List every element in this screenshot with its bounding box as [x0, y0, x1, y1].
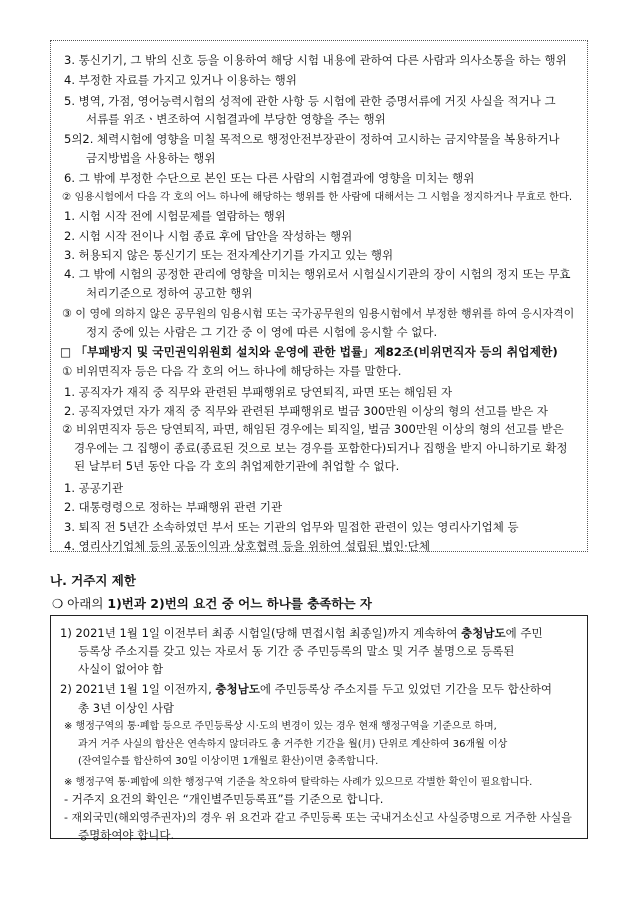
law-line: 정지 중에 있는 사람은 그 기간 중 이 영에 따른 시험에 응시할 수 없다. — [86, 325, 438, 340]
law-line: 1. 공공기관 — [64, 480, 124, 495]
dash-line: - 거주지 요건의 확인은 “개인별주민등록표”를 기준으로 합니다. — [64, 792, 384, 806]
law-line: 4. 영리사기업체 등의 공동이익과 상호협력 등을 위하여 설립된 법인·단체 — [64, 539, 431, 553]
note-line: 과거 거주 사실의 합산은 연속하지 않더라도 총 거주한 기간을 월(月) 단위로 계산하여 36개월 이상 — [78, 739, 508, 750]
law-line: 1. 공직자가 재직 중 직무와 관련된 부패행위로 당연퇴직, 파면 또는 해임된 자 — [64, 384, 453, 399]
dash-line: 증명하여야 합니다. — [78, 828, 175, 842]
law-line: 3. 통신기기, 그 밖의 신호 등을 이용하여 해당 시험 내용에 관하여 다른 사람과 의사소통을 하는 행위 — [64, 53, 567, 67]
law-line: 2. 대통령령으로 정하는 부패행위 관련 기관 — [64, 500, 283, 514]
law-line: 된 날부터 5년 동안 다음 각 호의 취업제한기관에 취업할 수 없다. — [74, 459, 400, 474]
note-line: ※ 행정구역의 통·폐합 등으로 주민등록상 시·도의 변경이 있는 경우 현재 행정구역을 기준으로 하며, — [64, 721, 497, 732]
law-line: ③ 이 영에 의하지 않은 공무원의 임용시험 또는 국가공무원의 임용시험에서 부정한 행위를 하여 응시자격이 — [62, 306, 575, 320]
law-heading: □ 「부패방지 및 국민권익위원회 설치와 운영에 관한 법률」제82조(비위면직자 등의 취업제한) — [60, 344, 558, 359]
requirement-item-1: 1) 2021년 1월 1일 이전부터 최종 시험일(당해 면접시험 최종일)까지 계속하여 충청남도에 주민 — [60, 626, 543, 640]
requirement-item-2-line: 총 3년 이상인 사람 — [78, 701, 175, 715]
law-line: 5의2. 체력시험에 영향을 미칠 목적으로 행정안전부장관이 정하여 고시하는 금지약물을 복용하거나 — [64, 131, 560, 146]
law-line: 1. 시험 시작 전에 시험문제를 열람하는 행위 — [64, 209, 286, 223]
law-line: ② 비위면직자 등은 당연퇴직, 파면, 해임된 경우에는 퇴직일, 벌금 300만원 이상의 형의 선고를 받은 — [62, 422, 564, 436]
law-line: 서류를 위조ㆍ변조하여 시험결과에 부당한 영향을 주는 행위 — [86, 112, 386, 127]
section-title: 나. 거주지 제한 — [50, 573, 136, 588]
law-line: 2. 공직자였던 자가 재직 중 직무와 관련된 부패행위로 벌금 300만원 이상의 형의 선고를 받은 자 — [64, 404, 549, 419]
section-subtitle: ❍ 아래의 1)번과 2)번의 요건 중 어느 하나를 충족하는 자 — [52, 596, 372, 611]
law-line: 경우에는 그 집행이 종료(종료된 것으로 보는 경우를 포함한다)되거나 집행을 받지 아니하기로 확정 — [74, 440, 568, 455]
note-line: (잔여일수를 합산하여 30일 이상이면 1개월로 환산)이면 충족합니다. — [78, 756, 379, 767]
law-line: 6. 그 밖에 부정한 수단으로 본인 또는 다른 사람의 시험결과에 영향을 미치는 행위 — [64, 170, 475, 185]
law-line: 2. 시험 시작 전이나 시험 종료 후에 답안을 작성하는 행위 — [64, 228, 353, 243]
law-line: 4. 그 밖에 시험의 공정한 관리에 영향을 미치는 행위로서 시험실시기관의 장이 시험의 정지 또는 무효 — [64, 266, 571, 281]
note-line: ※ 행정구역 통·폐합에 의한 행정구역 기준을 착오하여 탈락하는 사례가 있으므로 각별한 확인이 필요합니다. — [64, 777, 533, 788]
law-line: 3. 허용되지 않은 통신기기 또는 전자계산기기를 가지고 있는 행위 — [64, 248, 394, 263]
dash-line: - 재외국민(해외영주권자)의 경우 위 요건과 같고 주민등록 또는 국내거소신고 사실증명으로 거주한 사실을 — [64, 811, 572, 824]
law-line: 3. 퇴직 전 5년간 소속하였던 부서 또는 기관의 업무와 밀접한 관련이 있는 영리사기업체 등 — [64, 519, 519, 534]
law-line: 5. 병역, 가점, 영어능력시험의 성적에 관한 사항 등 시험에 관한 증명서류에 거짓 사실을 적거나 그 — [64, 93, 556, 108]
law-line: ① 비위면직자 등은 다음 각 호의 어느 하나에 해당하는 자를 말한다. — [62, 364, 402, 379]
requirement-item-1-line: 등록상 주소지를 갖고 있는 자로서 동 기간 중 주민등록의 말소 및 거주 불명으로 등록된 — [78, 644, 515, 658]
requirement-item-2: 2) 2021년 1월 1일 이전까지, 충청남도에 주민등록상 주소지를 두고 있었던 기간을 모두 합산하여 — [60, 682, 553, 696]
law-line: 금지방법을 사용하는 행위 — [86, 151, 216, 166]
law-line: 4. 부정한 자료를 가지고 있거나 이용하는 행위 — [64, 73, 297, 88]
requirement-item-1-line: 사실이 없어야 함 — [78, 662, 164, 676]
law-line: ② 임용시험에서 다음 각 호의 어느 하나에 해당하는 행위를 한 사람에 대해서는 그 시험을 정지하거나 무효로 한다. — [62, 190, 573, 203]
law-line: 처리기준으로 정하여 공고한 행위 — [86, 286, 253, 301]
